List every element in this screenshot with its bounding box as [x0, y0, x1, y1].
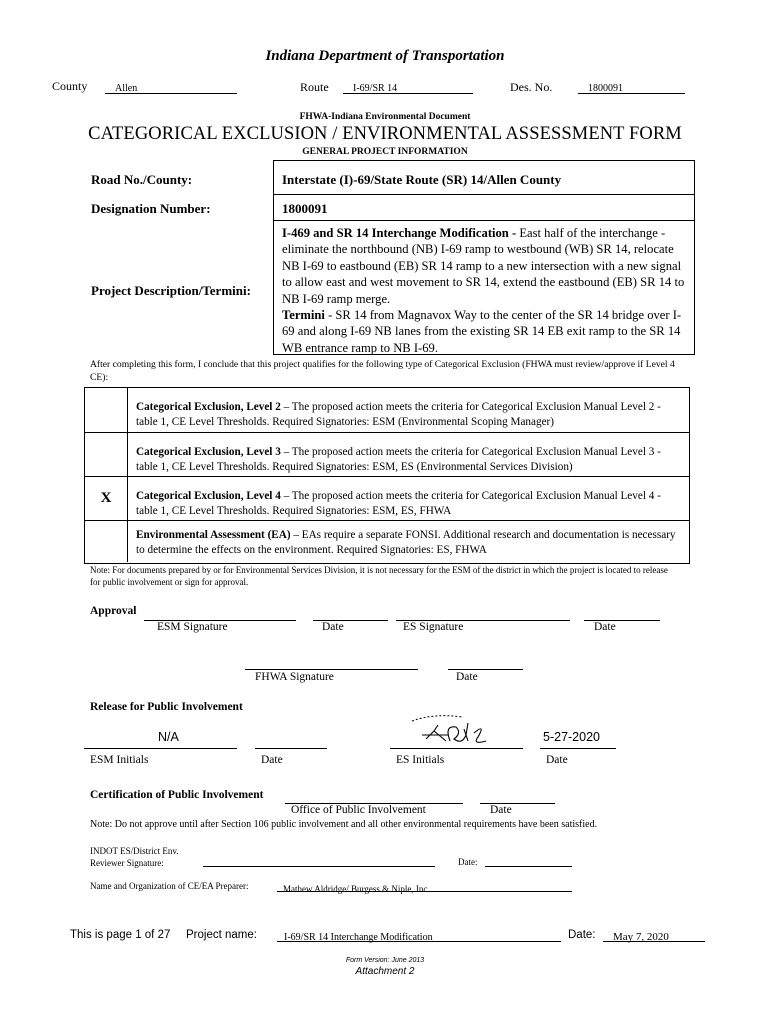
ce-intro: After completing this form, I conclude that this project qualifies for the following type of Categorical Exclusion (FHWA must review/approve if Level 4 CE): [90, 359, 675, 383]
release-date2-line[interactable] [540, 748, 616, 749]
ce-level4-title: Categorical Exclusion, Level 4 [136, 490, 281, 502]
ce-option-level4 [85, 477, 689, 521]
preparer-value: Mathew Aldridge/ Burgess & Niple, Inc. [283, 884, 430, 894]
form-version: Form Version: June 2013 [345, 957, 425, 964]
ce-note: Note: For documents prepared by or for Environmental Services Division, it is not necessary for the ESM of the district in which the project is located to release for public involvement or sign for approval. [90, 565, 668, 587]
department-title: Indiana Department of Transportation [265, 48, 505, 64]
reviewer-label-1: INDOT ES/District Env. [90, 846, 179, 856]
description-body: East half of the interchange - eliminate the northbound (NB) I-69 ramp to westbound (WB) SR 14, relocate NB I-69 to eastbound (EB) SR 14 ramp to a new intersection with a new signal to allow east and west movement to SR 14, extend the eastbound (EB) SR 14 to NB I-69 ramp merge. [282, 226, 685, 306]
es-signature-caption: ES Signature [403, 621, 464, 633]
project-name-value: I-69/SR 14 Interchange Modification [284, 932, 433, 943]
ce-level4-text [136, 489, 685, 518]
reviewer-date-line[interactable] [485, 866, 572, 867]
designation-cell [274, 195, 694, 221]
esm-initials-caption: ESM Initials [90, 754, 149, 766]
preparer-field[interactable] [277, 879, 572, 892]
doc-type: FHWA-Indiana Environmental Document [299, 112, 471, 122]
ce-ea-title: Environmental Assessment (EA) [136, 529, 291, 541]
release-label: Release for Public Involvement [90, 701, 243, 713]
page-indicator: This is page 1 of 27 [70, 929, 171, 941]
approval-date2-caption: Date [594, 621, 616, 633]
route-value: I-69/SR 14 [353, 83, 398, 94]
attachment-label: Attachment 2 [355, 966, 415, 977]
road-value: Interstate (I)-69/State Route (SR) 14/Allen County [282, 172, 562, 187]
termini-heading: Termini [282, 308, 325, 323]
description-heading: I-469 and SR 14 Interchange Modification - [282, 226, 517, 240]
county-label: County [52, 79, 88, 93]
route-field[interactable] [343, 78, 473, 94]
project-name-label: Project name: [186, 929, 257, 941]
ce-level4-desc: – The proposed action meets the criteria for Categorical Exclusion Manual Level 4 - table 1, CE Level Thresholds. Required Signatories: ESM, ES, FHWA [136, 490, 661, 517]
esm-signature-caption: ESM Signature [157, 621, 228, 633]
footer-date-value: May 7, 2020 [613, 931, 669, 943]
office-pi-caption: Office of Public Involvement [291, 804, 426, 816]
ce-ea-text [136, 528, 685, 557]
ce-option-level3 [85, 433, 689, 477]
ce-level2-checkbox[interactable] [85, 388, 128, 432]
approval-label: Approval [90, 605, 137, 617]
ce-level3-title: Categorical Exclusion, Level 3 [136, 446, 281, 458]
reviewer-date-label: Date: [458, 857, 478, 867]
county-value: Allen [115, 83, 138, 94]
general-info-box [273, 160, 695, 355]
reviewer-signature-line[interactable] [203, 866, 435, 867]
fhwa-date-line[interactable] [448, 669, 523, 670]
es-initials-signature-icon [404, 711, 500, 749]
certification-date-caption: Date [490, 804, 512, 816]
designation-label: Designation Number: [91, 201, 211, 216]
es-date-value: 5-27-2020 [543, 730, 600, 744]
release-date1-line[interactable] [255, 748, 327, 749]
des-value: 1800091 [588, 83, 623, 94]
ce-ea-checkbox[interactable] [85, 521, 128, 562]
fhwa-date-caption: Date [456, 671, 478, 683]
road-label: Road No./County: [91, 172, 193, 187]
certification-note: Note: Do not approve until after Section 106 public involvement and all other environmental requirements have been satisfied. [90, 819, 598, 830]
release-date2-caption: Date [546, 754, 568, 766]
approval-date1-caption: Date [322, 621, 344, 633]
fhwa-signature-caption: FHWA Signature [255, 671, 334, 683]
county-field[interactable] [105, 78, 237, 94]
esm-initials-line[interactable] [84, 748, 237, 749]
ce-option-ea [85, 521, 689, 562]
ce-level3-checkbox[interactable] [85, 433, 128, 476]
ce-level3-text [136, 445, 685, 474]
ce-level4-checkbox[interactable]: X [85, 477, 128, 520]
reviewer-label-2: Reviewer Signature: [90, 858, 164, 868]
es-initials-line[interactable] [390, 748, 523, 749]
form-title: CATEGORICAL EXCLUSION / ENVIRONMENTAL ASSESSMENT FORM [88, 124, 682, 144]
description-text-block [282, 225, 692, 356]
des-label: Des. No. [510, 80, 553, 94]
termini-body: - SR 14 from Magnavox Way to the center of the SR 14 bridge over I-69 and along I-69 NB lanes from the existing SR 14 EB exit ramp to the SR 14 WB entrance ramp to NB I-69. [282, 308, 682, 355]
ce-level2-title: Categorical Exclusion, Level 2 [136, 401, 281, 413]
reviewer-label-block [90, 845, 179, 869]
designation-value: 1800091 [282, 201, 328, 216]
ce-option-level2 [85, 388, 689, 433]
description-label: Project Description/Termini: [91, 283, 251, 298]
ce-level2-desc: – The proposed action meets the criteria for Categorical Exclusion Manual Level 2 - table 1, CE Level Thresholds. Required Signatories: ESM (Environmental Scoping Manager) [136, 401, 661, 428]
project-name-field[interactable] [277, 927, 561, 942]
certification-label: Certification of Public Involvement [90, 789, 264, 801]
ce-level3-desc: – The proposed action meets the criteria for Categorical Exclusion Manual Level 3 - table 1, CE Level Thresholds. Required Signatories: ESM, ES (Environmental Services Division) [136, 446, 661, 473]
footer-date-label: Date: [568, 929, 596, 941]
route-label: Route [300, 80, 329, 94]
section-title: GENERAL PROJECT INFORMATION [302, 147, 468, 157]
footer-date-field[interactable] [603, 927, 705, 942]
fhwa-signature-line[interactable] [245, 669, 418, 670]
release-date1-caption: Date [261, 754, 283, 766]
preparer-label: Name and Organization of CE/EA Preparer: [90, 881, 249, 891]
ce-options-table [84, 387, 690, 564]
es-initials-caption: ES Initials [396, 754, 445, 766]
road-cell [274, 161, 694, 195]
ce-ea-desc: – EAs require a separate FONSI. Additional research and documentation is necessary to determine the effects on the environment. Required Signatories: ES, FHWA [136, 529, 676, 556]
esm-initials-value: N/A [158, 730, 179, 744]
ce-level2-text [136, 400, 685, 429]
des-field[interactable] [578, 78, 685, 94]
